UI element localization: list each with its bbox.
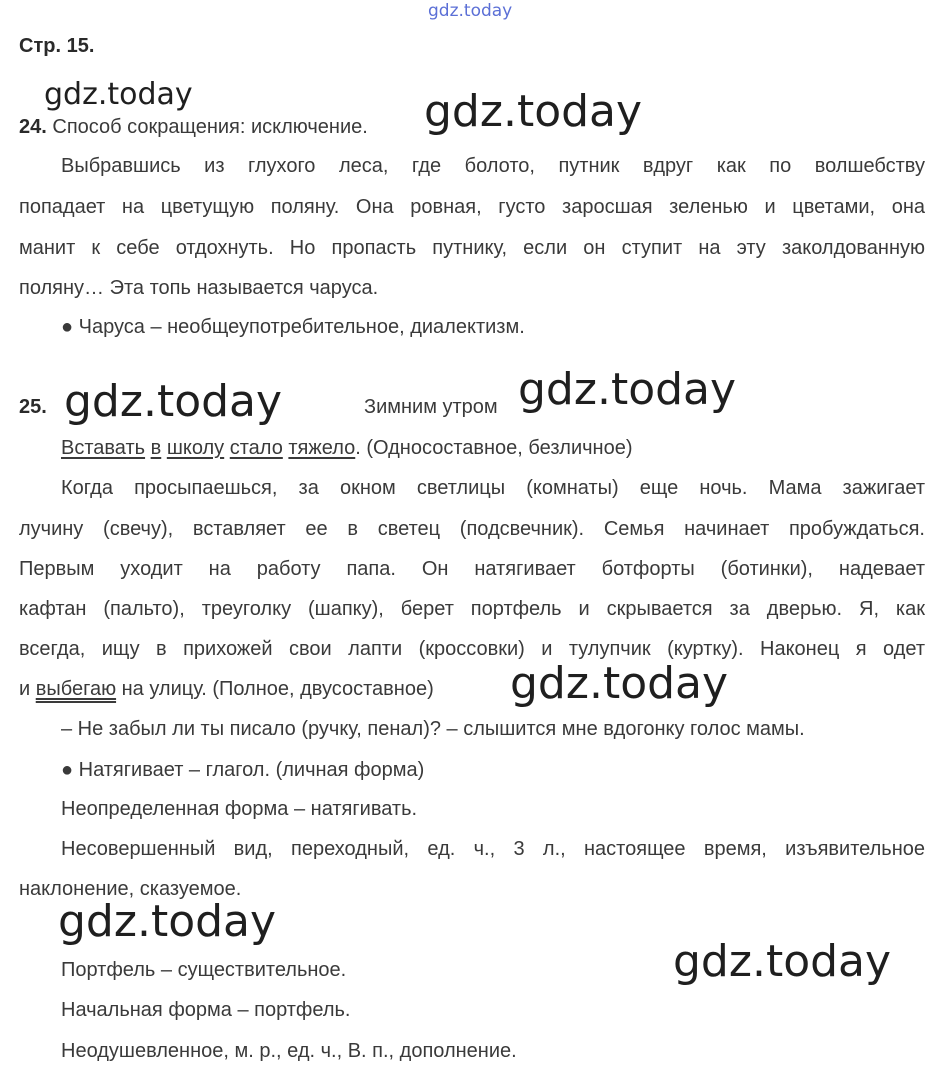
- watermark: gdz.today: [518, 364, 737, 415]
- paragraph-line: Первым уходит на работу папа. Он натягивает ботфорты (ботинки), надевает: [19, 558, 925, 580]
- paragraph-line: кафтан (пальто), треуголку (шапку), берет портфель и скрывается за дверью. Я, как: [19, 598, 925, 620]
- watermark: gdz.today: [58, 896, 277, 947]
- watermark: gdz.today: [673, 936, 892, 987]
- paragraph-line: Когда просыпаешься, за окном светлицы (комнаты) еще ночь. Мама зажигает: [61, 477, 925, 499]
- paragraph-line: манит к себе отдохнуть. Но пропасть путнику, если он ступит на эту заколдованную: [19, 237, 925, 259]
- paragraph-line: лучину (свечу), вставляет ее в светец (подсвечник). Семья начинает пробуждаться.: [19, 518, 925, 540]
- analysis-line: Портфель – существительное.: [61, 959, 347, 981]
- exercise-number: 24.: [19, 116, 47, 138]
- watermark: gdz.today: [64, 376, 283, 427]
- paragraph-line: всегда, ищу в прихожей свои лапти (кроссовки) и тулупчик (куртку). Наконец я одет: [19, 638, 925, 660]
- paragraph-line: попадает на цветущую поляну. Она ровная, густо заросшая зеленью и цветами, она: [19, 196, 925, 218]
- page-header: Стр. 15.: [19, 35, 95, 57]
- word-underlined: школу: [166, 437, 225, 459]
- exercise-heading: Способ сокращения: исключение.: [52, 116, 368, 138]
- watermark: gdz.today: [44, 77, 193, 112]
- text-fragment: и: [19, 678, 36, 700]
- sentence-rest: . (Односоставное, безличное): [355, 437, 633, 459]
- analysis-line: ● Натягивает – глагол. (личная форма): [61, 759, 425, 781]
- analysis-line: Неопределенная форма – натягивать.: [61, 798, 418, 820]
- analysis-line: наклонение, сказуемое.: [19, 878, 242, 900]
- analysis-line: Начальная форма – портфель.: [61, 999, 351, 1021]
- first-sentence: [61, 438, 633, 458]
- watermark: gdz.today: [428, 1, 513, 21]
- paragraph-line: Выбравшись из глухого леса, где болото, путник вдруг как по волшебству: [61, 155, 925, 177]
- dialog-line: – Не забыл ли ты писало (ручку, пенал)? – слышится мне вдогонку голос мамы.: [61, 718, 805, 740]
- word-underlined: в: [150, 437, 162, 459]
- exercise-24-heading: [19, 117, 368, 137]
- exercise-number: 25.: [19, 396, 47, 418]
- note-line: ● Чаруса – необщеупотребительное, диалектизм.: [61, 316, 525, 338]
- text-fragment: на улицу. (Полное, двусоставное): [116, 678, 434, 700]
- exercise-title: Зимним утром: [364, 396, 498, 418]
- watermark: gdz.today: [424, 86, 643, 137]
- word-underlined: тяжело: [288, 437, 356, 459]
- verb-double-underlined: выбегаю: [35, 678, 117, 700]
- analysis-line: Неодушевленное, м. р., ед. ч., В. п., дополнение.: [61, 1040, 517, 1062]
- paragraph-line: поляну… Эта топь называется чаруса.: [19, 277, 379, 299]
- paragraph-line: [19, 679, 434, 699]
- word-underlined: стало: [229, 437, 283, 459]
- word-underlined: Вставать: [61, 437, 146, 459]
- watermark: gdz.today: [510, 658, 729, 709]
- analysis-line: Несовершенный вид, переходный, ед. ч., 3 л., настоящее время, изъявительное: [61, 838, 925, 860]
